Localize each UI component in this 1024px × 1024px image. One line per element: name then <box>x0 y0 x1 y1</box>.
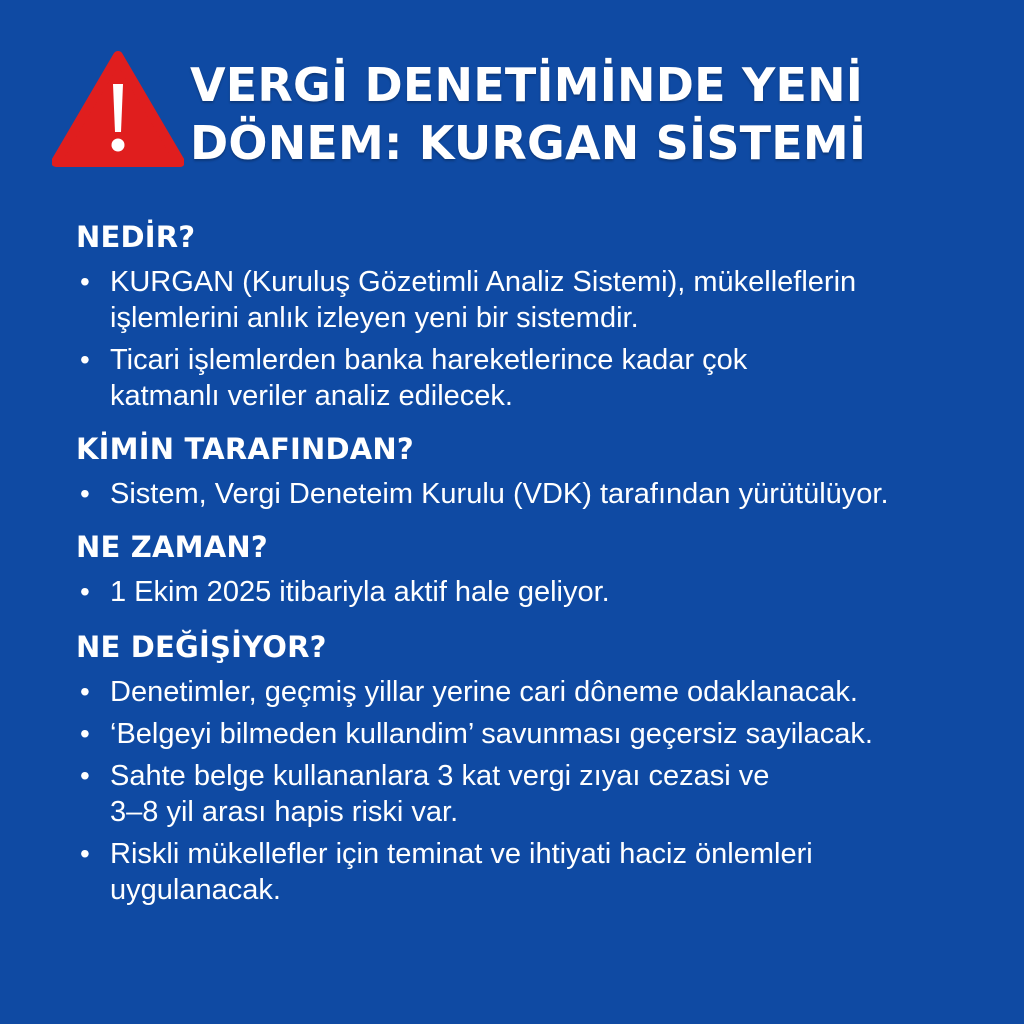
bullet-line: • Riskli mükellefler için teminat ve ihtiyati haciz önlemleri <box>110 838 813 870</box>
section-title: NE ZAMAN? <box>76 530 268 564</box>
title-line: DÖNEM: KURGAN SİSTEMİ <box>190 116 867 170</box>
warning-icon <box>52 50 184 168</box>
list-item <box>76 264 996 336</box>
bullet-line: • ‘Belgeyi bilmeden kullandim’ savunması geçersiz sayilacak. <box>110 718 873 750</box>
list-item <box>76 574 996 610</box>
list-item <box>76 674 996 710</box>
bullet-line: • Ticari işlemlerden banka hareketlerince kadar çok <box>110 344 748 376</box>
list-item <box>76 342 996 414</box>
title-line: VERGİ DENETİMİNDE YENİ <box>190 58 864 112</box>
bullet-list <box>76 574 996 610</box>
bullet-line: 3–8 yil arası hapis riski var. <box>110 796 459 828</box>
bullet-list <box>76 264 996 414</box>
section-title: NE DEĞİŞİYOR? <box>76 630 327 664</box>
section-nedir <box>76 218 996 414</box>
section-ne-zaman <box>76 528 996 610</box>
list-item <box>76 758 996 830</box>
list-item <box>76 836 996 908</box>
bullet-line: • Sahte belge kullananlara 3 kat vergi zıyaı cezasi ve <box>110 760 770 792</box>
section-ne-degisiyor <box>76 628 996 908</box>
bullet-line: • Denetimler, geçmiş yillar yerine cari dôneme odaklanacak. <box>110 676 858 708</box>
list-item <box>76 716 996 752</box>
bullet-line: • 1 Ekim 2025 itibariyla aktif hale geliyor. <box>110 576 610 608</box>
section-title: KİMİN TARAFINDAN? <box>76 432 414 466</box>
bullet-line: • KURGAN (Kuruluş Gözetimli Analiz Sistemi), mükelleflerin <box>110 266 857 298</box>
header <box>52 50 992 190</box>
list-item <box>76 476 996 512</box>
section-title: NEDİR? <box>76 220 196 254</box>
bullet-line: katmanlı veriler analiz edilecek. <box>110 380 513 412</box>
section-kimin-tarafindan <box>76 430 996 512</box>
page-title <box>190 56 970 172</box>
bullet-line: • Sistem, Vergi Deneteim Kurulu (VDK) tarafından yürütülüyor. <box>110 478 889 510</box>
bullet-line: işlemlerini anlık izleyen yeni bir sistemdir. <box>110 302 639 334</box>
bullet-list <box>76 674 996 908</box>
main-content <box>76 218 996 914</box>
bullet-line: uygulanacak. <box>110 874 281 906</box>
bullet-list <box>76 476 996 512</box>
